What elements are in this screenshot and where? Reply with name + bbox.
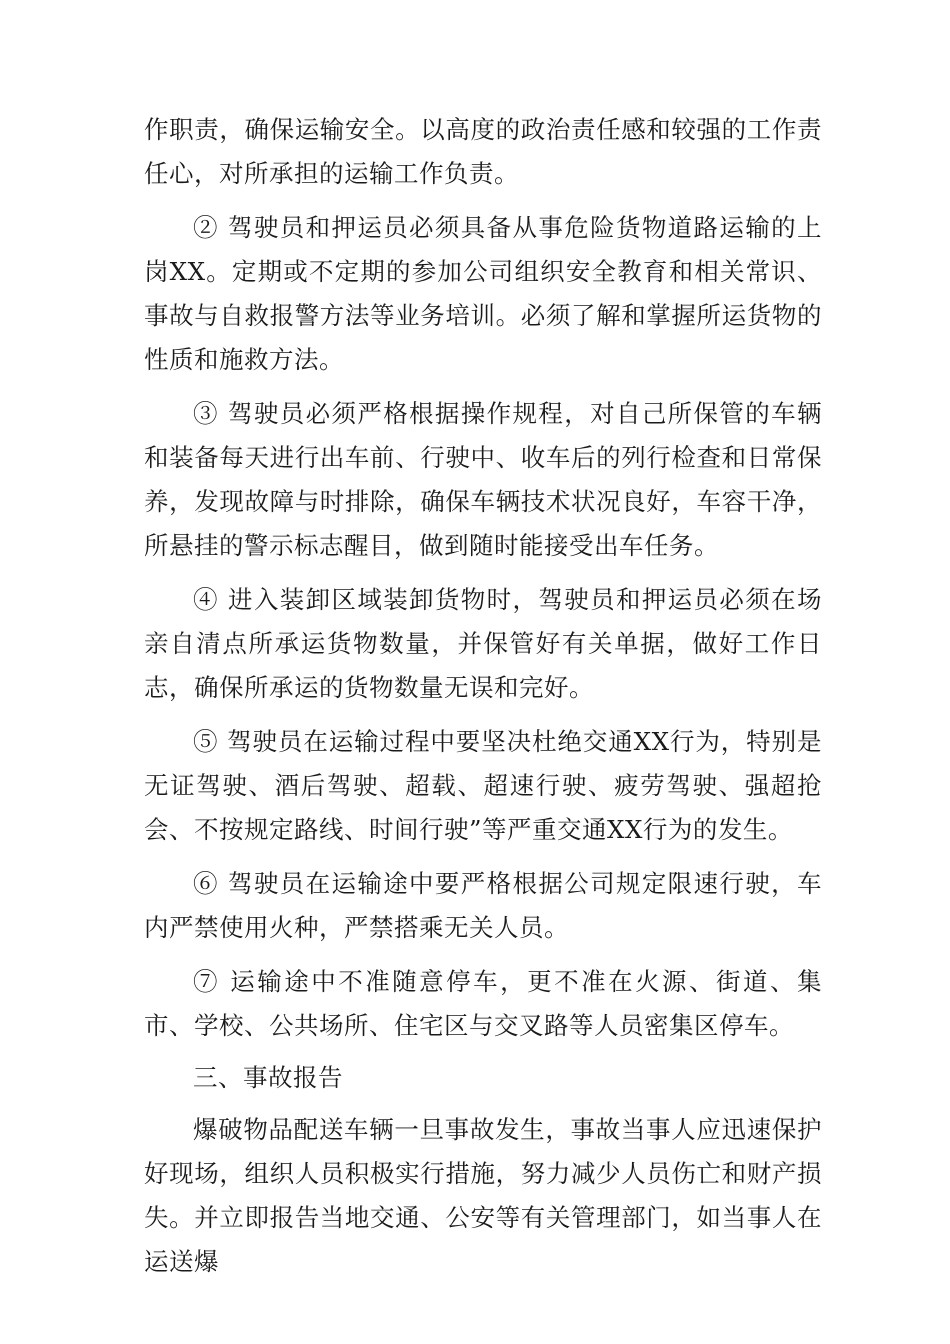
paragraph-item-2: ② 驾驶员和押运员必须具备从事危险货物道路运输的上岗XX。定期或不定期的参加公司组织安全教育和相关常识、事故与自救报警方法等业务培训。必须了解和掌握所运货物的性质和施救方法。 — [144, 213, 822, 374]
paragraph-item-7: ⑦ 运输途中不准随意停车，更不准在火源、街道、集市、学校、公共场所、住宅区与交叉路等人员密集区停车。 — [144, 967, 822, 1040]
section-heading-accident-report: 三、事故报告 — [193, 1063, 343, 1092]
document-page — [144, 108, 822, 1284]
paragraph-item-6: ⑥ 驾驶员在运输途中要严格根据公司规定限速行驶，车内严禁使用火种，严禁搭乘无关人员。 — [144, 869, 822, 942]
paragraph-item-4: ④ 进入装卸区域装卸货物时，驾驶员和押运员必须在场亲自清点所承运货物数量，并保管好有关单据，做好工作日志，确保所承运的货物数量无误和完好。 — [144, 585, 822, 702]
paragraph-accident-report: 爆破物品配送车辆一旦事故发生，事故当事人应迅速保护好现场，组织人员积极实行措施，努力减少人员伤亡和财产损失。并立即报告当地交通、公安等有关管理部门，如当事人在运送爆 — [144, 1115, 822, 1276]
paragraph-item-5: ⑤ 驾驶员在运输过程中要坚决杜绝交通XX行为，特别是无证驾驶、酒后驾驶、超载、超速行驶、疲劳驾驶、强超抢会、不按规定路线、时间行驶”等严重交通XX行为的发生。 — [144, 727, 822, 844]
paragraph-continuation: 作职责，确保运输安全。以高度的政治责任感和较强的工作责任心，对所承担的运输工作负责。 — [144, 115, 822, 188]
paragraph-item-3: ③ 驾驶员必须严格根据操作规程，对自己所保管的车辆和装备每天进行出车前、行驶中、收车后的列行检查和日常保养，发现故障与时排除，确保车辆技术状况良好，车容干净，所悬挂的警示标志醒目，做到随时能接受出车任务。 — [144, 399, 822, 560]
